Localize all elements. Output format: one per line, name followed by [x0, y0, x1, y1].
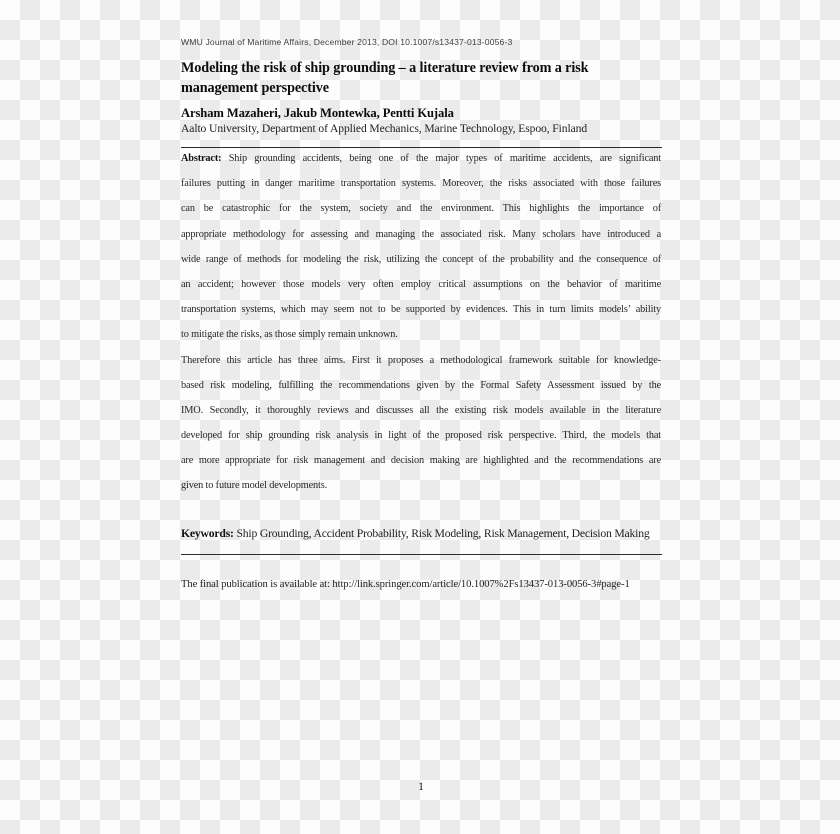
paragraph-line: IMO. Secondly, it thoroughly reviews and discusses all the existing risk models available in the literature [181, 404, 661, 416]
final-publication-note: The final publication is available at: http://link.springer.com/article/10.1007%2Fs13437-013-0056-3#page-1 [181, 579, 630, 590]
paragraph-line: are more appropriate for risk management and decision making are highlighted and the recommendations are [181, 455, 661, 467]
paper-title [181, 58, 661, 98]
abstract-line: failures putting in danger maritime transportation systems. Moreover, the risks associated with those failures [181, 178, 661, 190]
abstract-line: to mitigate the risks, as those simply remain unknown. [181, 329, 398, 341]
keywords-text: Ship Grounding, Accident Probability, Risk Modeling, Risk Management, Decision Making [236, 527, 650, 540]
journal-header: WMU Journal of Maritime Affairs, December 2013, DOI 10.1007/s13437-013-0056-3 [181, 37, 513, 47]
abstract-line: transportation systems, which may seem not to be supported by evidences. This in turn limits models’ ability [181, 304, 661, 316]
abstract-continued-lines [181, 171, 661, 347]
abstract-line: an accident; however those models very often employ critical assumptions on the behavior of maritime [181, 278, 661, 290]
keywords-label: Keywords: [181, 527, 234, 540]
abstract-first-line [181, 146, 661, 171]
paragraph-line: based risk modeling, fulfilling the recommendations given by the Formal Safety Assessment issued by the [181, 379, 661, 391]
page-number: 1 [418, 781, 424, 793]
scanned-paper-page [181, 0, 661, 834]
abstract-first-line-text: Ship grounding accidents, being one of the major types of maritime accidents, are significant [228, 153, 661, 164]
paper-title-line: Modeling the risk of ship grounding – a literature review from a risk [181, 60, 589, 76]
abstract-line: can be catastrophic for the system, society and the environment. This highlights the importance of [181, 203, 661, 215]
paragraph-line: developed for ship grounding risk analysis in light of the proposed risk perspective. Third, the models that [181, 430, 661, 442]
keywords-line [181, 527, 650, 540]
second-paragraph [181, 348, 661, 499]
paper-title-line: management perspective [181, 80, 329, 96]
abstract-line: appropriate methodology for assessing and managing the associated risk. Many scholars have introduced a [181, 228, 661, 240]
paragraph-line: given to future model developments. [181, 480, 328, 492]
abstract-label: Abstract: [181, 153, 222, 164]
abstract-section [181, 146, 661, 499]
abstract-line: wide range of methods for modeling the risk, utilizing the concept of the probability and the consequence of [181, 253, 661, 265]
keywords-bottom-rule [181, 554, 662, 555]
affiliation-line: Aalto University, Department of Applied Mechanics, Marine Technology, Espoo, Finland [181, 121, 588, 135]
paragraph-line: Therefore this article has three aims. First it proposes a methodological framework suitable for knowledge- [181, 354, 661, 366]
authors-line: Arsham Mazaheri, Jakub Montewka, Pentti Kujala [181, 106, 454, 120]
